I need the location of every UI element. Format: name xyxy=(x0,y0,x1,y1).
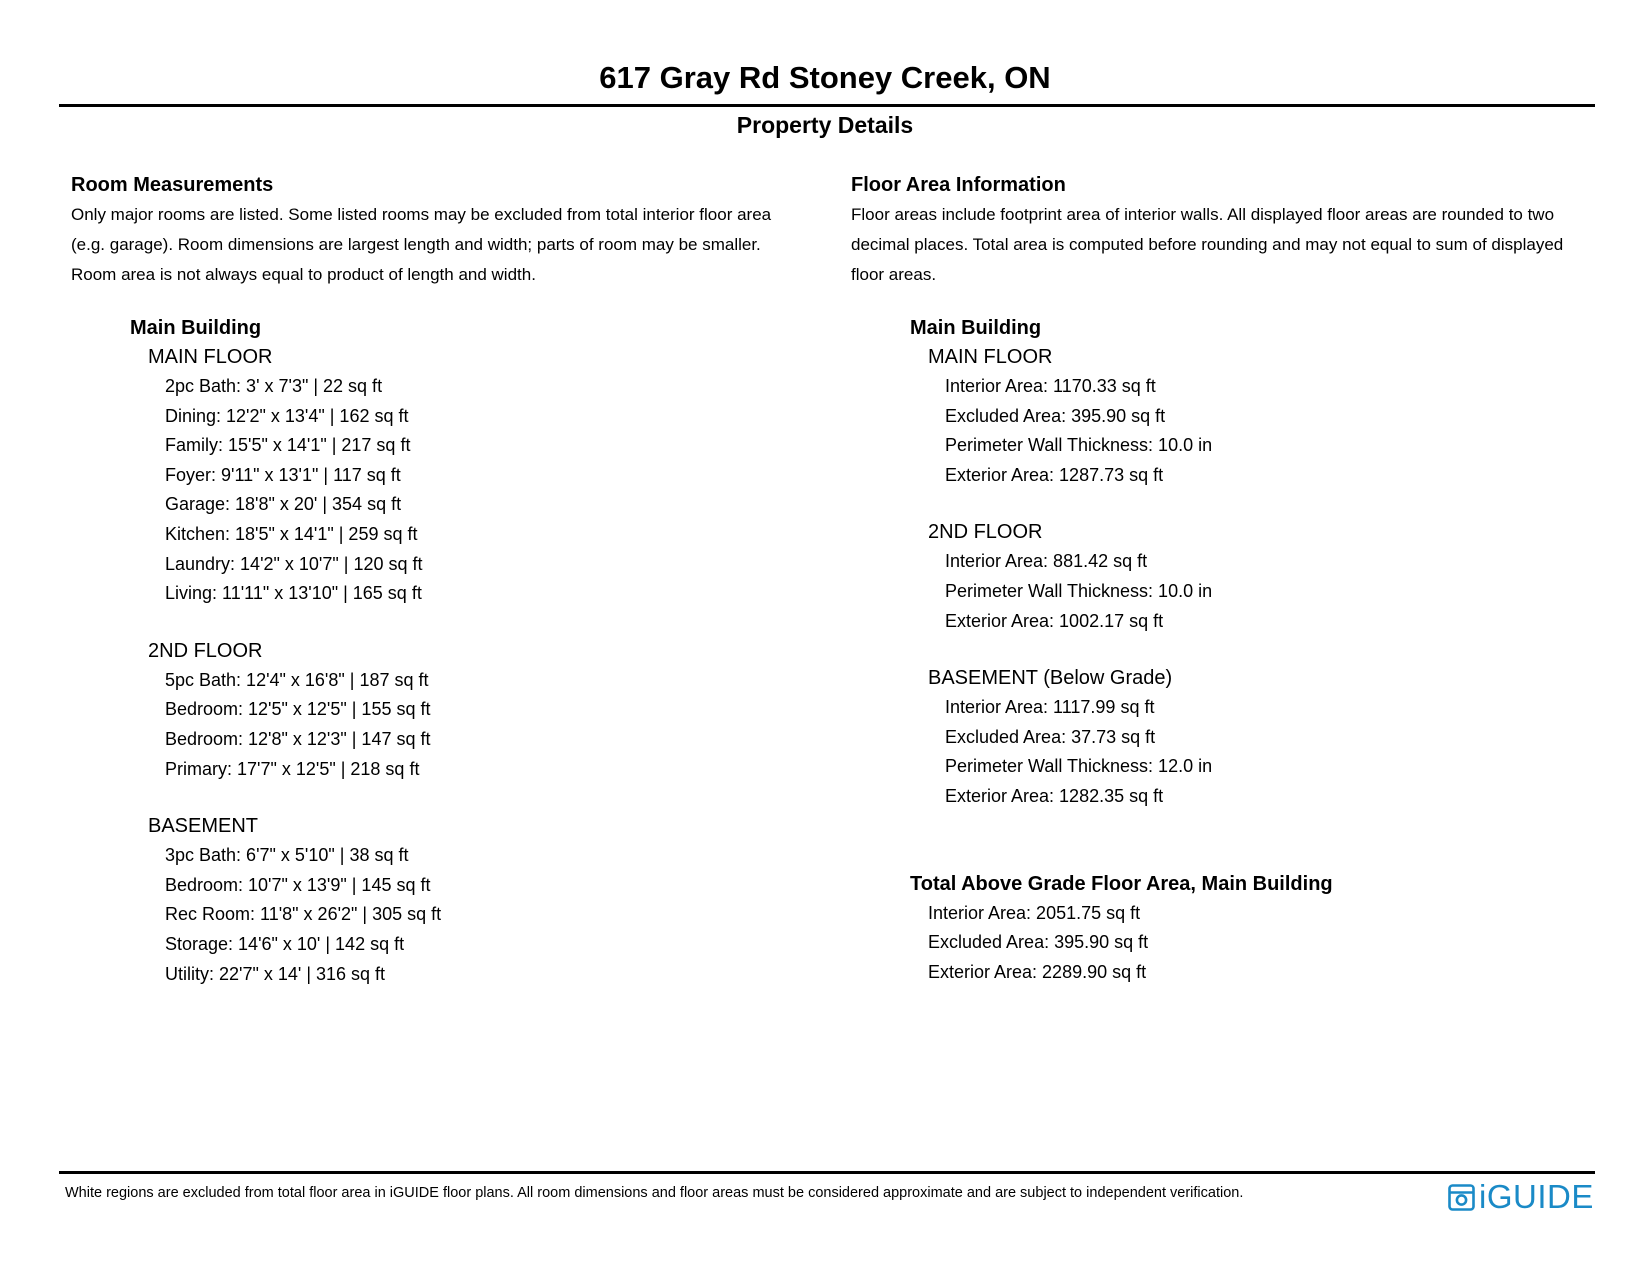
room-item: Bedroom: 12'8" x 12'3" | 147 sq ft xyxy=(165,728,431,749)
page-subtitle: Property Details xyxy=(736,112,914,138)
area-item: Exterior Area: 1002.17 sq ft xyxy=(945,610,1164,631)
area-item: Exterior Area: 1287.73 sq ft xyxy=(945,464,1164,485)
area-item: Excluded Area: 37.73 sq ft xyxy=(945,726,1156,747)
room-item: Utility: 22'7" x 14' | 316 sq ft xyxy=(165,963,386,984)
footer-note: White regions are excluded from total floor area in iGUIDE floor plans. All room dimensions and floor areas must be considered approximate and are subject to independent verification. xyxy=(65,1185,1244,1201)
room-item: Storage: 14'6" x 10' | 142 sq ft xyxy=(165,933,405,954)
room-item: Kitchen: 18'5" x 14'1" | 259 sq ft xyxy=(165,523,418,544)
floor-area-desc-line: floor areas. xyxy=(851,265,937,284)
room-item: Rec Room: 11'8" x 26'2" | 305 sq ft xyxy=(165,904,442,925)
floor-area-section xyxy=(851,170,1611,987)
floor-heading-2nd: 2ND FLOOR xyxy=(148,639,263,662)
room-measurements-desc-line: Only major rooms are listed. Some listed rooms may be excluded from total interior floor area xyxy=(71,205,772,224)
room-item: Bedroom: 10'7" x 13'9" | 145 sq ft xyxy=(165,874,431,895)
room-item: 2pc Bath: 3' x 7'3" | 22 sq ft xyxy=(165,376,383,396)
total-area-item: Interior Area: 2051.75 sq ft xyxy=(928,902,1141,923)
room-item: Dining: 12'2" x 13'4" | 162 sq ft xyxy=(165,405,409,426)
room-item: 3pc Bath: 6'7" x 5'10" | 38 sq ft xyxy=(165,845,409,866)
header-divider xyxy=(59,104,1595,107)
room-item: 5pc Bath: 12'4" x 16'8" | 187 sq ft xyxy=(165,669,429,690)
room-measurements-heading: Room Measurements xyxy=(71,174,274,196)
total-area-item: Exterior Area: 2289.90 sq ft xyxy=(928,961,1147,982)
room-item: Bedroom: 12'5" x 12'5" | 155 sq ft xyxy=(165,699,431,720)
room-item: Foyer: 9'11" x 13'1" | 117 sq ft xyxy=(165,464,401,485)
floor-heading-main: MAIN FLOOR xyxy=(928,346,1053,368)
building-heading: Main Building xyxy=(910,317,1042,339)
room-item: Family: 15'5" x 14'1" | 217 sq ft xyxy=(165,435,411,456)
logo-text: iGUIDE xyxy=(1479,1178,1594,1215)
floor-heading-basement: BASEMENT (Below Grade) xyxy=(928,667,1173,690)
room-measurements-desc-line: (e.g. garage). Room dimensions are largest length and width; parts of room may be smaller. xyxy=(71,235,761,254)
total-area-item: Excluded Area: 395.90 sq ft xyxy=(928,932,1149,953)
building-heading: Main Building xyxy=(130,317,262,339)
area-item: Interior Area: 1117.99 sq ft xyxy=(945,697,1155,718)
area-item: Perimeter Wall Thickness: 10.0 in xyxy=(945,580,1213,601)
floor-area-desc-line: Floor areas include footprint area of interior walls. All displayed floor areas are rounded to two xyxy=(851,205,1555,224)
area-item: Interior Area: 1170.33 sq ft xyxy=(945,376,1156,396)
area-item: Exterior Area: 1282.35 sq ft xyxy=(945,785,1164,806)
footer-divider xyxy=(59,1171,1595,1174)
floor-heading-main: MAIN FLOOR xyxy=(148,346,273,368)
camera-icon xyxy=(1448,1184,1475,1211)
room-item: Primary: 17'7" x 12'5" | 218 sq ft xyxy=(165,758,420,779)
page-title: 617 Gray Rd Stoney Creek, ON xyxy=(599,60,1051,95)
area-item: Perimeter Wall Thickness: 10.0 in xyxy=(945,435,1213,456)
area-item: Interior Area: 881.42 sq ft xyxy=(945,551,1148,572)
area-item: Perimeter Wall Thickness: 12.0 in xyxy=(945,756,1213,777)
floor-area-desc-line: decimal places. Total area is computed before rounding and may not equal to sum of displayed xyxy=(851,235,1564,254)
area-item: Excluded Area: 395.90 sq ft xyxy=(945,405,1166,426)
floor-area-heading: Floor Area Information xyxy=(851,174,1066,196)
floor-heading-2nd: 2ND FLOOR xyxy=(928,521,1043,544)
iguide-logo xyxy=(1448,1179,1594,1215)
floor-heading-basement: BASEMENT xyxy=(148,815,259,838)
room-measurements-section xyxy=(71,170,831,989)
room-item: Garage: 18'8" x 20' | 354 sq ft xyxy=(165,494,402,515)
room-measurements-desc-line: Room area is not always equal to product of length and width. xyxy=(71,265,536,284)
room-item: Living: 11'11" x 13'10" | 165 sq ft xyxy=(165,583,422,604)
total-area-heading: Total Above Grade Floor Area, Main Building xyxy=(910,872,1333,895)
room-item: Laundry: 14'2" x 10'7" | 120 sq ft xyxy=(165,553,423,574)
